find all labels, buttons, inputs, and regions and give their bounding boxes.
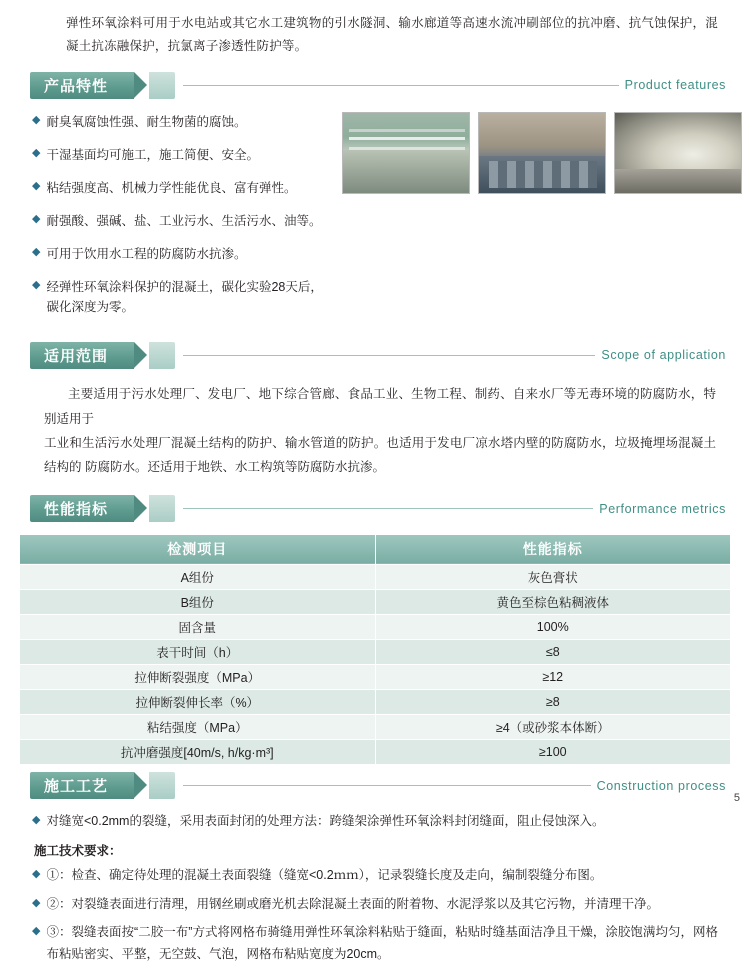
cell-value: ≤8 (375, 639, 731, 664)
diamond-bullet-icon: ◆ (32, 147, 41, 160)
list-item (32, 277, 332, 317)
process-item-text: ③：裂缝表面按“二胶一布”方式将网格布骑缝用弹性环氧涂料粘贴于缝面，粘贴时缝基面洁净且干燥，涂胶饱满均匀，网格布粘贴密实、平整，无空鼓、气泡，网格布粘贴宽度为20cm。 (46, 925, 718, 962)
list-item (32, 178, 332, 198)
process-item-text: ②：对裂缝表面进行清理，用钢丝刷或磨光机去除混凝土表面的附着物、水泥浮浆以及其它污物，并清理干净。 (46, 896, 659, 911)
diamond-bullet-icon: ◆ (32, 896, 41, 909)
diamond-bullet-icon: ◆ (32, 813, 41, 826)
process-item-text: ①：检查、确定待处理的混凝土表面裂缝（缝宽<0.2ｍｍ），记录裂缝长度及走向，编制裂缝分布图。 (46, 867, 603, 882)
list-item (32, 244, 332, 264)
diamond-bullet-icon: ◆ (32, 246, 41, 259)
section-header-process (30, 771, 732, 801)
process-item (32, 865, 718, 887)
diamond-bullet-icon: ◆ (32, 925, 41, 938)
list-item (32, 211, 332, 231)
performance-metrics-table (19, 534, 731, 765)
divider-line (183, 508, 593, 509)
section-subtitle-process: Construction process (596, 778, 726, 793)
cell-item: 粘结强度（MPa） (20, 714, 376, 739)
list-item-label: 耐臭氧腐蚀性强、耐生物菌的腐蚀。 (46, 115, 247, 130)
list-item (32, 112, 332, 132)
section-header-features (30, 70, 732, 100)
table-row (20, 714, 731, 739)
process-lead-text: 对缝宽<0.2mm的裂缝，采用表面封闭的处理方法：跨缝架涂弹性环氧涂料封闭缝面，阻止侵蚀深入。 (46, 813, 605, 828)
process-sub-title: 施工技术要求： (34, 843, 122, 858)
cell-value: ≥100 (375, 739, 731, 764)
diamond-bullet-icon: ◆ (32, 279, 41, 292)
table-row (20, 564, 731, 589)
table-row (20, 614, 731, 639)
section-subtitle-metrics: Performance metrics (599, 501, 726, 516)
scope-line-2: 工业和生活污水处理厂混凝土结构的防护、输水管道的防护。也适用于发电厂凉水塔内壁的防腐防水，垃圾掩埋场混凝土结构的 (44, 436, 716, 475)
list-item-label: 经弹性环氧涂料保护的混凝土，碳化实验28天后，碳化深度为零。 (46, 280, 323, 315)
features-bullet-list (32, 110, 332, 330)
list-item-label: 可用于饮用水工程的防腐防水抗渗。 (46, 247, 247, 262)
section-title-features: 产品特性 (30, 72, 134, 99)
diamond-bullet-icon: ◆ (32, 213, 41, 226)
construction-process-block (18, 805, 732, 977)
column-header-value: 性能指标 (375, 534, 731, 564)
table-row (20, 739, 731, 764)
scope-line-3: 防腐防水。还适用于地铁、水工构筑等防腐防水抗渗。 (85, 460, 386, 475)
page-number: 5 (733, 792, 740, 804)
ribbon-tail (149, 72, 175, 99)
cell-item: 表干时间（h） (20, 639, 376, 664)
diamond-bullet-icon: ◆ (32, 114, 41, 127)
cell-value: ≥4（或砂浆本体断） (375, 714, 731, 739)
diamond-bullet-icon: ◆ (32, 867, 41, 880)
process-item (32, 894, 718, 916)
scope-line-1: 主要适用于污水处理厂、发电厂、地下综合管廊、食品工业、生物工程、制药、自来水厂等无毒环境的防腐防水，特别适用于 (44, 387, 716, 426)
intro-paragraph: 弹性环氧涂料可用于水电站或其它水工建筑物的引水隧洞、输水廊道等高速水流冲刷部位的抗冲磨、抗气蚀保护，混凝土抗冻融保护，抗氯离子渗透性防护等。 (66, 16, 718, 54)
cell-value: 100% (375, 614, 731, 639)
scope-paragraph (18, 374, 732, 488)
feature-photo-gallery (342, 110, 742, 330)
section-title-process: 施工工艺 (30, 772, 134, 799)
cell-value: ≥8 (375, 689, 731, 714)
water-channel-photo (342, 112, 470, 194)
ribbon-tail (149, 495, 175, 522)
table-row (20, 639, 731, 664)
cell-item: 固含量 (20, 614, 376, 639)
divider-line (183, 355, 595, 356)
table-row (20, 664, 731, 689)
cell-item: 拉伸断裂伸长率（%） (20, 689, 376, 714)
table-row (20, 689, 731, 714)
section-header-metrics (30, 494, 732, 524)
list-item-label: 粘结强度高、机械力学性能优良、富有弹性。 (46, 181, 297, 196)
diamond-bullet-icon: ◆ (32, 180, 41, 193)
tunnel-interior-photo (614, 112, 742, 194)
cell-value: 灰色膏状 (375, 564, 731, 589)
cell-item: A组份 (20, 564, 376, 589)
column-header-item: 检测项目 (20, 534, 376, 564)
cell-value: ≥12 (375, 664, 731, 689)
list-item-label: 耐强酸、强碱、盐、工业污水、生活污水、油等。 (46, 214, 322, 229)
cell-item: 抗冲磨强度[40m/s, h/kg·m³] (20, 739, 376, 764)
cell-item: 拉伸断裂强度（MPa） (20, 664, 376, 689)
section-header-scope (30, 340, 732, 370)
section-subtitle-features: Product features (624, 78, 726, 93)
dam-structure-photo (478, 112, 606, 194)
cell-item: B组份 (20, 589, 376, 614)
cell-value: 黄色至棕色粘稠液体 (375, 589, 731, 614)
section-title-scope: 适用范围 (30, 342, 134, 369)
list-item-label: 干湿基面均可施工，施工简便、安全。 (46, 148, 259, 163)
table-header-row (20, 534, 731, 564)
list-item (32, 145, 332, 165)
process-lead-line (32, 811, 718, 833)
divider-line (183, 85, 619, 86)
table-row (20, 589, 731, 614)
section-title-metrics: 性能指标 (30, 495, 134, 522)
ribbon-tail (149, 772, 175, 799)
divider-line (183, 785, 591, 786)
features-block (18, 104, 732, 334)
process-item (32, 922, 718, 966)
ribbon-tail (149, 342, 175, 369)
section-subtitle-scope: Scope of application (601, 348, 726, 363)
